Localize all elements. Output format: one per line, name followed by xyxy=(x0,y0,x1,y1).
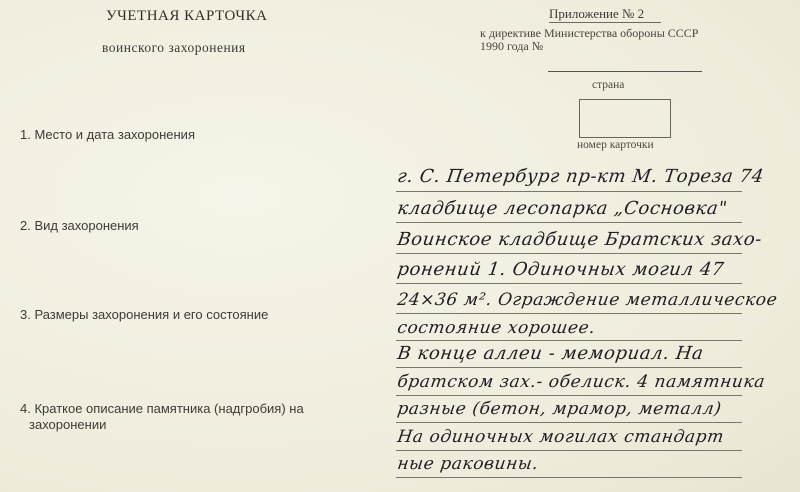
handwritten-line: ные раковины. xyxy=(396,454,540,474)
handwritten-line: ронений 1. Одиночных могил 47 xyxy=(396,259,726,280)
ruled-line xyxy=(396,283,742,284)
country-field-line xyxy=(548,71,702,72)
handwritten-line: г. С. Петербург пр-кт М. Тореза 74 xyxy=(396,166,766,187)
handwritten-line: состояние хорошее. xyxy=(396,318,597,338)
handwritten-line: разные (бетон, мрамор, металл) xyxy=(396,399,723,419)
appendix-underline xyxy=(549,22,661,23)
ruled-line xyxy=(396,313,742,314)
card-number-box xyxy=(579,99,671,138)
field-label-monument-description xyxy=(20,401,304,433)
ruled-line xyxy=(396,477,742,478)
handwritten-line: братском зах.- обелиск. 4 памятника xyxy=(396,372,767,392)
country-label: страна xyxy=(592,79,625,91)
field-label-burial-type: 2. Вид захоронения xyxy=(20,218,139,233)
ruled-line xyxy=(396,367,742,368)
card-number-label: номер карточки xyxy=(577,139,654,151)
handwritten-line: 24×36 м². Ограждение металлическое xyxy=(396,290,779,310)
field-label-place-date: 1. Место и дата захоронения xyxy=(20,127,195,142)
order-reference-line2: 1990 года № xyxy=(480,39,544,53)
ruled-line xyxy=(396,422,742,423)
field-label-monument-line2: захоронении xyxy=(29,417,107,432)
handwritten-line: Воинское кладбище Братских захо- xyxy=(396,229,764,250)
appendix-label: Приложение № 2 xyxy=(549,6,645,21)
ruled-line xyxy=(396,222,742,223)
card-title: УЧЕТНАЯ КАРТОЧКА xyxy=(106,8,268,24)
ruled-line xyxy=(396,395,742,396)
ruled-line xyxy=(396,191,742,192)
handwritten-line: кладбище лесопарка „Сосновка" xyxy=(396,198,729,219)
order-reference-line1: к директиве Министерства обороны СССР xyxy=(480,26,699,40)
field-label-monument-line1: 4. Краткое описание памятника (надгробия) на xyxy=(20,401,304,416)
ruled-line xyxy=(396,450,742,451)
handwritten-line: На одиночных могилах стандарт xyxy=(396,427,726,447)
ruled-line xyxy=(396,253,742,254)
card-subtitle: воинского захоронения xyxy=(102,40,246,55)
field-label-size-condition: 3. Размеры захоронения и его состояние xyxy=(20,307,269,322)
ruled-line xyxy=(396,340,742,341)
handwritten-line: В конце аллеи - мемориал. На xyxy=(396,343,706,364)
